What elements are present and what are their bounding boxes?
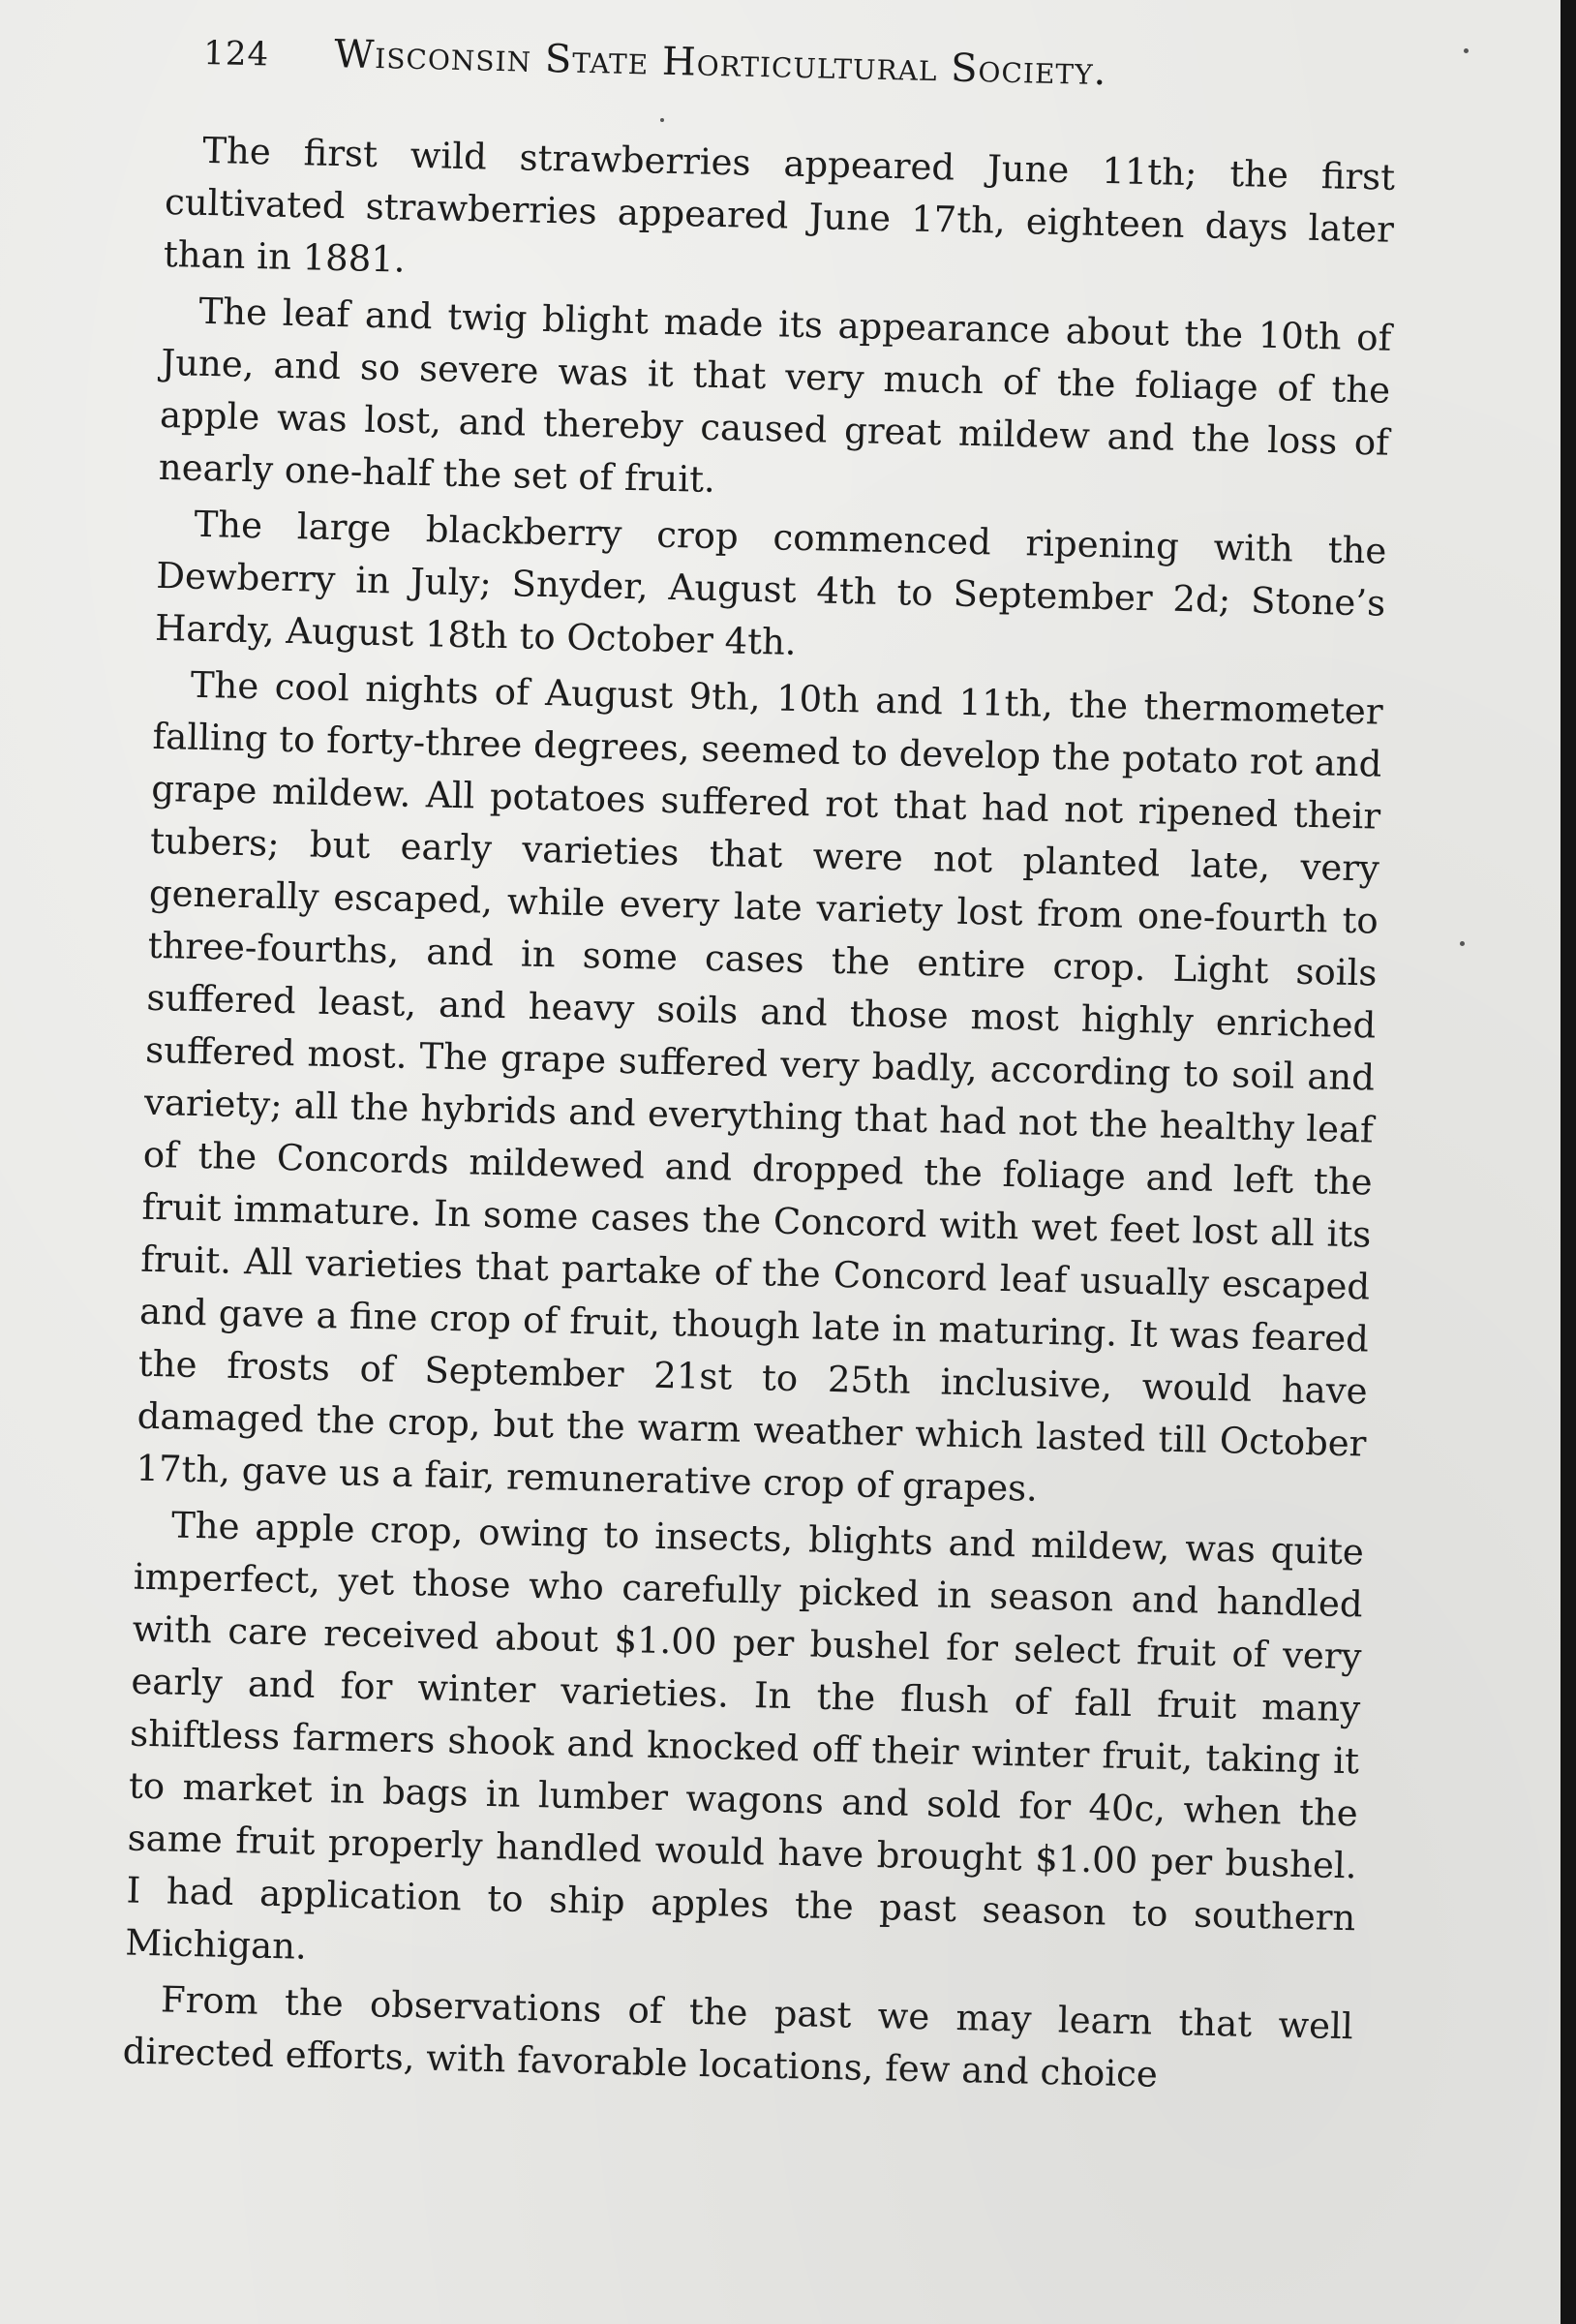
running-head [202,29,1268,121]
paragraph: The leaf and twig blight made its appearance about the 10th of June, and so severe was it that very much of the foliage of the apple was lost, and thereby caused great mildew and the loss of nearly one-half the set of fruit. [158,290,1392,501]
paragraph: The large blackberry crop commenced ripening with the Dewberry in July; Snyder, August 4th to September 2d; Stone’s Hardy, August 18th to October 4th. [154,503,1387,663]
paragraph: The first wild strawberries appeared June 11th; the first cultivated strawberries appeared June 17th, eighteen days later than in 1881. [163,129,1396,281]
paragraph: From the observations of the past we may learn that well directed efforts, with favorable locations, few and choice [122,1978,1354,2095]
page-header-title: Wisconsin State Horticultural Society. [333,32,1107,95]
page-number: 124 [202,34,270,75]
body-text [122,124,1396,2109]
paper-speck [1464,48,1469,53]
paragraph: The apple crop, owing to insects, blights and mildew, was quite imperfect, yet those who carefully picked in season and handled with care received about $1.00 per bushel for select fruit of very early and for winter varieties. In the flush of fall fruit many shiftless farmers shook and knocked off their winter fruit, taking it to market in bags in lumber wagons and sold for 40c, when the same fruit properly handled would have brought $1.00 per bushel. I had application to ship apples the past season to southern Michigan. [124,1504,1365,1968]
page-edge-shadow [1561,0,1576,2324]
paper-speck [1460,941,1465,946]
paper-speck [660,118,664,122]
paragraph: The cool nights of August 9th, 10th and 11th, the thermometer falling to forty-three degrees, seemed to develop the potato rot and grape mildew. All potatoes suffered rot that had not ripened their tubers; but early varieties that were not planted late, very generally escaped, while every late variety lost from one-fourth to three-fourths, and in some cases the entire crop. Light soils suffered least, and heavy soils and those most highly enriched suffered most. The grape suffered very badly, according to soil and variety; all the hybrids and everything that had not the healthy leaf of the Concords mildewed and dropped the foliage and left the fruit immature. In some cases the Concord with wet feet lost all its fruit. All varieties that partake of the Concord leaf usually escaped and gave a fine crop of fruit, though late in maturing. It was feared the frosts of September 21st to 25th inclusive, would have damaged the crop, but the warm weather which lasted till October 17th, gave us a fair, remunerative crop of grapes. [136,663,1384,1510]
